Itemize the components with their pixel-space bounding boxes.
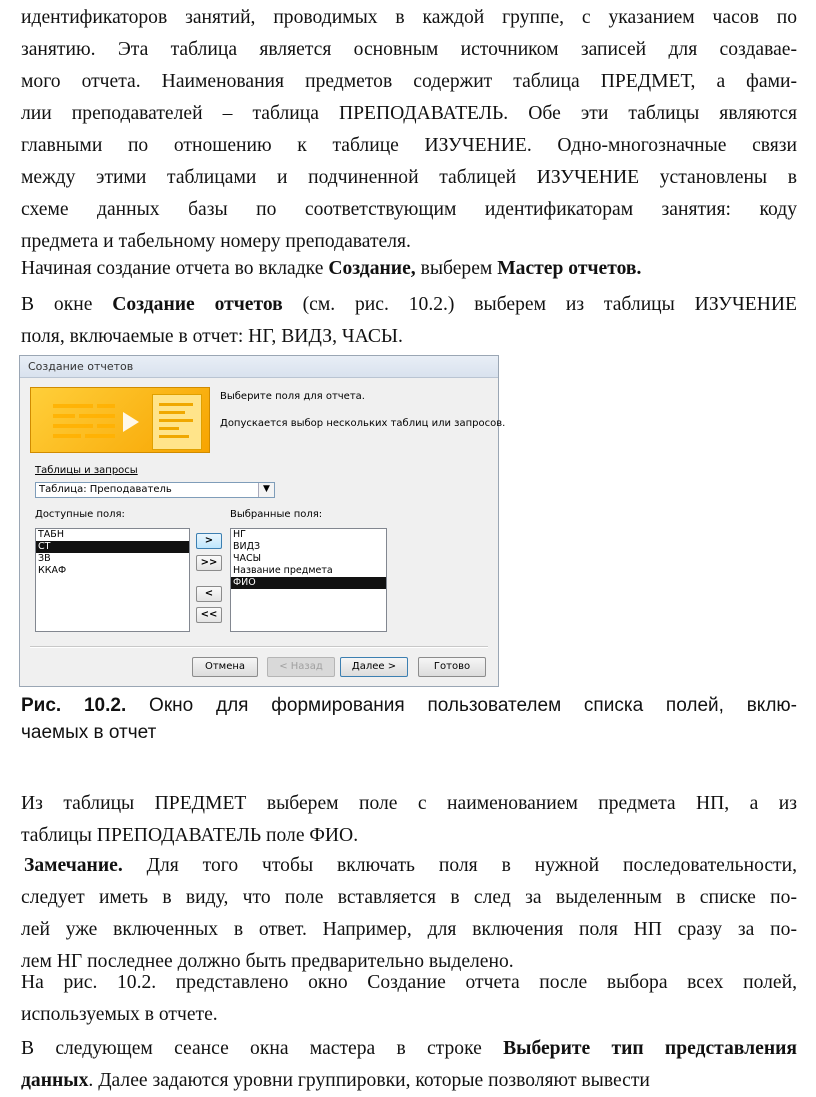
figure-number: Рис. 10.2. <box>21 695 127 716</box>
selected-list-item[interactable]: НГ <box>233 529 246 540</box>
text-run: . Далее задаются уровни группировки, которые позволяют вывести <box>88 1070 650 1091</box>
bold-term: Мастер отчетов. <box>497 258 642 279</box>
selected-fields-list[interactable] <box>230 528 387 632</box>
paragraph-note <box>21 850 797 978</box>
text-line: Из таблицы ПРЕДМЕТ выберем поле с наименованием предмета НП, а из <box>21 793 797 814</box>
wizard-banner-image <box>30 387 210 453</box>
paragraph-figure-note <box>21 967 797 1031</box>
available-list-item[interactable]: ЗВ <box>38 553 51 564</box>
divider <box>30 646 488 648</box>
text-run: В окне <box>21 294 113 315</box>
selected-list-item[interactable]: ФИО <box>231 577 386 589</box>
report-page-icon <box>152 394 202 450</box>
selected-list-item[interactable]: ВИДЗ <box>233 541 261 552</box>
figure-caption <box>21 692 797 746</box>
text-line: идентификаторов занятий, проводимых в каждой группе, с указанием часов по <box>21 7 797 28</box>
text-line <box>21 289 797 321</box>
note-label: Замечание. <box>24 855 123 876</box>
text-run: Для того чтобы включать поля в нужной последовательности, <box>122 855 797 876</box>
text-line: На рис. 10.2. представлено окно Создание отчета после выбора всех полей, <box>21 972 797 993</box>
cancel-button[interactable]: Отмена <box>192 657 258 677</box>
paragraph-intro <box>21 2 797 258</box>
tables-label: Таблицы и запросы <box>35 465 138 476</box>
paragraph-window <box>21 289 797 353</box>
tables-select-value: Таблица: Преподаватель <box>39 484 172 495</box>
text-line <box>24 850 797 882</box>
text-line <box>21 253 797 285</box>
available-fields-list[interactable] <box>35 528 190 632</box>
text-run: Начиная создание отчета во вкладке <box>21 258 329 279</box>
bold-term: Создание, <box>328 258 416 279</box>
text-run: выберем <box>415 258 498 279</box>
text-run: (см. рис. 10.2.) выберем из таблицы ИЗУЧЕНИЕ <box>282 294 798 315</box>
finish-button[interactable]: Готово <box>418 657 486 677</box>
selected-list-item[interactable]: ЧАСЫ <box>233 553 262 564</box>
text-line: лем НГ последнее должно быть предварительно выделено. <box>21 951 514 972</box>
available-fields-label: Доступные поля: <box>35 509 125 520</box>
text-line: таблицы ПРЕПОДАВАТЕЛЬ поле ФИО. <box>21 825 359 846</box>
add-field-button[interactable]: > <box>196 533 222 549</box>
banner-arrow-icon <box>123 412 139 432</box>
dialog-title: Создание отчетов <box>20 356 498 378</box>
text-line: главными по отношению к таблице ИЗУЧЕНИЕ. Одно-многозначные связи <box>21 135 797 156</box>
text-line: схеме данных базы по соответствующим идентификаторам занятия: коду <box>21 199 797 220</box>
text-line: поля, включаемые в отчет: НГ, ВИДЗ, ЧАСЫ. <box>21 326 403 347</box>
available-list-item[interactable]: СТ <box>36 541 189 553</box>
paragraph-start-report <box>21 253 797 285</box>
remove-field-button[interactable]: < <box>196 586 222 602</box>
caption-line <box>21 692 797 719</box>
bold-term: Выберите тип представления <box>503 1038 797 1059</box>
remove-all-fields-button[interactable]: << <box>196 607 222 623</box>
selected-list-item[interactable]: Название предмета <box>233 565 333 576</box>
text-line: лей уже включенных в ответ. Например, для включения поля НП сразу за по- <box>21 919 797 940</box>
text-line <box>21 1065 797 1097</box>
tables-select[interactable] <box>35 482 275 498</box>
paragraph-subject-field <box>21 788 797 852</box>
text-line: мого отчета. Наименования предметов содержит таблица ПРЕДМЕТ, а фами- <box>21 71 797 92</box>
text-run: В следующем сеансе окна мастера в строке <box>21 1038 504 1059</box>
text-line: между этими таблицами и подчиненной таблицей ИЗУЧЕНИЕ установлены в <box>21 167 797 188</box>
text-line: лии преподавателей – таблица ПРЕПОДАВАТЕЛЬ. Обе эти таблицы являются <box>21 103 797 124</box>
text-line <box>21 1033 797 1065</box>
caption-line: чаемых в отчет <box>21 722 157 743</box>
chevron-down-icon[interactable]: ▼ <box>258 483 274 497</box>
wizard-hint: Допускается выбор нескольких таблиц или запросов. <box>220 418 506 429</box>
back-button[interactable]: < Назад <box>267 657 335 677</box>
add-all-fields-button[interactable]: >> <box>196 555 222 571</box>
text-line: занятию. Эта таблица является основным источником записей для создавае- <box>21 39 797 60</box>
text-line: предмета и табельному номеру преподавателя. <box>21 231 411 252</box>
bold-term: данных <box>21 1070 89 1091</box>
paragraph-next-session <box>21 1033 797 1097</box>
available-list-item[interactable]: ККАФ <box>38 565 67 576</box>
text-line: используемых в отчете. <box>21 1004 218 1025</box>
available-list-item[interactable]: ТАБН <box>38 529 64 540</box>
caption-text: Окно для формирования пользователем списка полей, вклю- <box>126 695 797 716</box>
text-line: следует иметь в виду, что поле вставляется в след за выделенным в списке по- <box>21 887 797 908</box>
next-button[interactable]: Далее > <box>340 657 408 677</box>
report-wizard-dialog <box>19 355 506 687</box>
selected-fields-label: Выбранные поля: <box>230 509 323 520</box>
wizard-prompt: Выберите поля для отчета. <box>220 391 365 402</box>
bold-term: Создание отчетов <box>112 294 283 315</box>
